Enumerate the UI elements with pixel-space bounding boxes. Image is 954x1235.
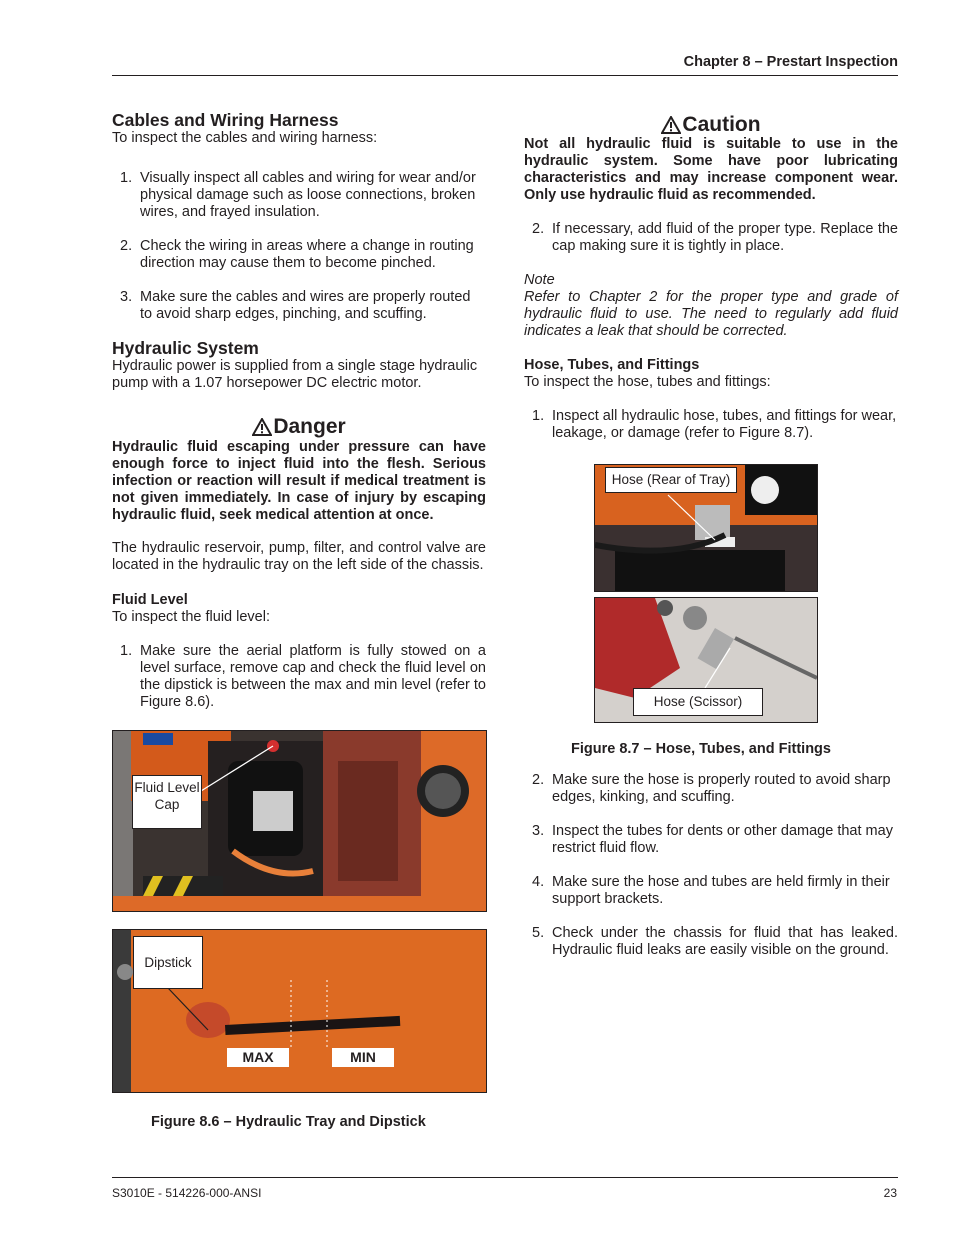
- hose-scissor-callout: Hose (Scissor): [633, 688, 763, 716]
- hose-scissor-photo: [594, 597, 818, 723]
- hose-steps-list: [524, 772, 898, 959]
- hydraulic-heading: Hydraulic System: [112, 338, 259, 358]
- caution-title: Caution: [524, 114, 898, 136]
- right-column: [524, 114, 898, 442]
- footer-rule: [112, 1177, 898, 1178]
- dipstick-photo: [112, 929, 487, 1093]
- warning-triangle-icon: [661, 116, 681, 134]
- list-item: 1. Make sure the aerial platform is fully stowed on a level surface, remove cap and check the fluid level on the dipstick is between the max and min level (refer to Figure 8.6).: [120, 643, 486, 710]
- list-item: 2. Check the wiring in areas where a change in routing direction may cause them to become pinched.: [120, 238, 474, 271]
- hose-rear-of-tray-photo: [594, 464, 818, 592]
- note-label: Note: [524, 272, 555, 288]
- min-label: MIN: [332, 1048, 394, 1067]
- figure-8-7-caption: Figure 8.7 – Hose, Tubes, and Fittings: [571, 741, 831, 757]
- list-item: 5. Check under the chassis for fluid that has leaked. Hydraulic fluid leaks are easily visible on the ground.: [532, 925, 898, 958]
- cables-heading: Cables and Wiring Harness: [112, 110, 339, 130]
- list-item: 1. Visually inspect all cables and wiring for wear and/or physical damage such as loose connections, broken wires, and frayed insulation.: [120, 170, 476, 220]
- hose-intro: To inspect the hose, tubes and fittings:: [524, 374, 771, 390]
- danger-title: Danger: [112, 415, 486, 439]
- caution-text: Not all hydraulic fluid is suitable to use in the hydraulic system. Some have poor lubricating characteristics and may increase component wear. Only use hydraulic fluid as recommended.: [524, 136, 898, 203]
- list-item: 2. Make sure the hose is properly routed to avoid sharp edges, kinking, and scuffing.: [532, 772, 891, 805]
- reservoir-text: The hydraulic reservoir, pump, filter, and control valve are located in the hydraulic tray on the left side of the chassis.: [112, 540, 486, 573]
- list-item: 3. Inspect the tubes for dents or other damage that may restrict fluid flow.: [532, 823, 893, 856]
- list-item: 1. Inspect all hydraulic hose, tubes, and fittings for wear, leakage, or damage (refer to Figure 8.7).: [532, 408, 897, 441]
- cables-steps: [112, 170, 486, 323]
- page-number: 23: [883, 1186, 897, 1200]
- footer-doc-id: S3010E - 514226-000-ANSI: [112, 1186, 262, 1200]
- hydraulic-intro: Hydraulic power is supplied from a single stage hydraulic pump with a 1.07 horsepower DC electric motor.: [112, 358, 478, 391]
- dipstick-callout: Dipstick: [133, 936, 203, 989]
- list-item: 2. If necessary, add fluid of the proper type. Replace the cap making sure it is tightly in place.: [532, 221, 898, 254]
- fluid-level-cap-callout: Fluid Level Cap: [132, 775, 202, 829]
- list-item: 4. Make sure the hose and tubes are held firmly in their support brackets.: [532, 874, 890, 907]
- note-text: Refer to Chapter 2 for the proper type and grade of hydraulic fluid to use. The need to regularly add fluid indicates a leak that should be corrected.: [524, 289, 898, 339]
- cables-intro: To inspect the cables and wiring harness:: [112, 130, 378, 146]
- hydraulic-tray-photo: [112, 730, 487, 912]
- header-rule: [112, 75, 898, 76]
- hose-steps: [524, 408, 898, 442]
- hose-heading: Hose, Tubes, and Fittings: [524, 357, 700, 373]
- left-column: [112, 110, 486, 711]
- hose-steps-continued: [524, 772, 898, 959]
- fluid-level-heading: Fluid Level: [112, 592, 188, 608]
- warning-triangle-icon: [252, 418, 272, 436]
- max-label: MAX: [227, 1048, 289, 1067]
- list-item: 3. Make sure the cables and wires are properly routed to avoid sharp edges, pinching, and scuffing.: [120, 289, 471, 322]
- fluid-steps: [112, 643, 486, 711]
- fluid-level-intro: To inspect the fluid level:: [112, 609, 270, 625]
- figure-8-6-caption: Figure 8.6 – Hydraulic Tray and Dipstick: [151, 1114, 426, 1130]
- fluid-steps-continued: [524, 221, 898, 255]
- danger-text: Hydraulic fluid escaping under pressure can have enough force to inject fluid into the flesh. Serious infection or reaction will result if medical treatment is not given immediately. In case of injury by escaping hydraulic fluid, seek medical attention at once.: [112, 439, 486, 523]
- chapter-header: Chapter 8 – Prestart Inspection: [683, 54, 898, 70]
- hose-rear-callout: Hose (Rear of Tray): [605, 467, 737, 493]
